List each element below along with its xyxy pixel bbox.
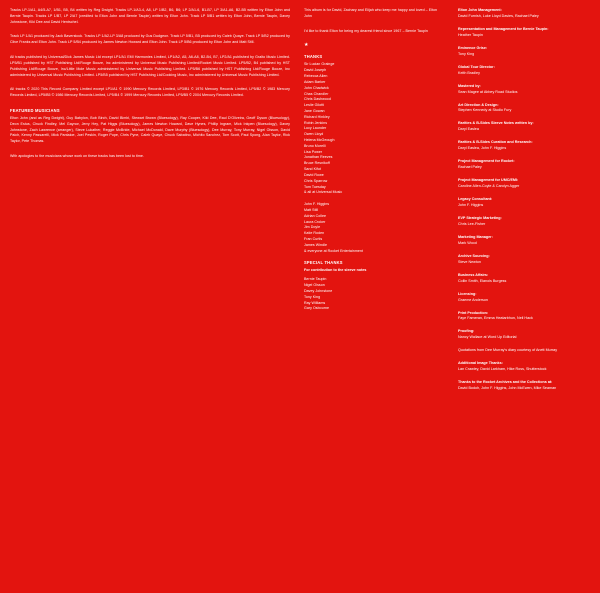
list-item: Sand Kifut (304, 167, 321, 172)
thanks-name-list (304, 62, 444, 196)
credit-block (458, 311, 600, 323)
credit-block (458, 329, 600, 341)
credit-block (458, 273, 600, 285)
list-item: Tony King (304, 294, 321, 299)
list-item: Chris Dashwood (304, 97, 331, 102)
list-item: Lisa Power (304, 149, 323, 154)
credit-body: Daryl Easlea, John F. Higgins (458, 146, 507, 151)
list-item: Adam Barker (304, 79, 326, 84)
credit-body: Heather Taupin (458, 32, 483, 37)
credit-title: Archive Sourcing: (458, 253, 490, 258)
credit-title: Eminence Grise: (458, 45, 488, 50)
star-icon: ★ (304, 42, 309, 49)
rocket-thanks-list (304, 202, 444, 254)
credit-body: Mark Wood (458, 240, 477, 245)
list-item: Adrian Collee (304, 213, 327, 218)
list-item: Richard Hinkley (304, 114, 330, 119)
list-item: Jane Gowan (304, 108, 325, 113)
featured-musicians-heading: FEATURED MUSICIANS (10, 107, 60, 113)
credit-body: Chris Lee-Fisher (458, 221, 486, 226)
left-column (10, 8, 290, 169)
special-thanks-heading: SPECIAL THANKS (304, 260, 343, 266)
list-item: Robin Jenkins (304, 120, 328, 125)
list-item: Helena McGeough (304, 138, 335, 142)
credit-title: Project Management for UMC/EMI: (458, 178, 519, 183)
track-credits-paragraph-1: Tracks LP-1/A1, A4/5-A7, 1/B1, B5, B4 written by Reg Dwight. Tracks LP-1/A3-4, A8, LP 1/B2, B6, B6; LP 2/A1-6, B1-B7, LP 3/A1-A6, B2-B5 written by Elton John and Bernie Taupin. Tracks LP 1/B7, LP 2/A7 (credited to Elton John and Bernie Taupin) written by Elton John. Track LP 5/B1 written by Elton John, Bernie Taupin, Davey Johnstone, Kiki Dee and David Hentschel. (10, 8, 290, 24)
credit-body: Daryl Easlea (458, 127, 479, 132)
list-item: Ray Williams (304, 300, 326, 305)
list-item: Davey Johnstone (304, 288, 333, 293)
credit-block (458, 216, 600, 228)
dedication-elton: This album is for David, Zachary and Elijah who keep me happy and loved – Elton John (304, 8, 438, 18)
credit-block (458, 292, 600, 304)
list-item: John F. Higgins (304, 202, 330, 207)
list-item: James Windle (304, 242, 327, 247)
right-column (458, 8, 600, 399)
liner-notes-columns (10, 8, 590, 399)
special-thanks-list (304, 277, 444, 312)
list-item: Laura Croker (304, 219, 326, 224)
credit-title: Additional Image Thanks: (458, 361, 503, 366)
list-item: Matt Still (304, 207, 319, 212)
list-item: Bruce Resnikoff (304, 161, 330, 166)
credit-title: Business Affairs: (458, 272, 489, 277)
credit-body: Lan Crawley, David Larkham, Hike Ross, Shutterstock (458, 367, 547, 372)
credit-body: Sean Magee at Abbey Road Studios (458, 89, 518, 94)
credit-body: Nancy Wallace at Word Up Editorial (458, 335, 517, 340)
list-item: David Joseph (304, 68, 327, 73)
credit-block (458, 46, 600, 58)
credit-title: Print Production: (458, 310, 489, 315)
credit-body: Faye Fameran, Emma Heatarbhun, Neil Hack (458, 316, 533, 321)
credit-body: Graeme Anderson (458, 297, 488, 302)
special-thanks-subtitle: For contribution to the sleeve notes (304, 268, 367, 273)
list-item: & everyone at Rocket Entertainment (304, 248, 363, 253)
credit-title: Marketing Manager: (458, 234, 493, 239)
credit-body: David Furnish, Luke Lloyd Davies, Rachael Paley (458, 13, 539, 18)
middle-column (304, 8, 444, 312)
list-item: Nigel Olsson (304, 283, 325, 288)
credit-body: Tony King (458, 51, 475, 56)
credit-title: Thanks to the Rocket Archives and the Collections at: (458, 380, 553, 385)
credit-block (458, 235, 600, 247)
list-item: Chas Chandler (304, 91, 329, 96)
list-item: Gary Osbourne (304, 306, 330, 311)
list-item: Sir Lucian Grainge (304, 62, 335, 67)
credit-body: Rachael Paley (458, 165, 482, 170)
apology-note: With apologies to the musicians whose work on these tracks has been lost to time. (10, 154, 144, 158)
list-item: Katie Roden (304, 231, 325, 236)
credit-title: Rarities & B-Sides Curation and Research: (458, 140, 533, 145)
list-item: Lucy Launder (304, 126, 327, 131)
list-item: Jonathan Reeves (304, 155, 333, 160)
credit-block (458, 27, 600, 39)
list-item: Bruno Morelli (304, 143, 326, 148)
credit-body: Quotations from Dee Murray's diary courtesy of Anett Murray (458, 348, 558, 353)
credit-title: Representation and Management for Bernie Taupin: (458, 26, 549, 31)
credit-block (458, 254, 600, 266)
credit-body: Stephen Kennedy at Studio Fury (458, 108, 512, 113)
credit-title: Mastered by: (458, 83, 481, 88)
credit-body: John F. Higgins (458, 202, 484, 207)
credit-body: David Bodoh, John F. Higgins, John McEwen, Mike Seaman (458, 386, 557, 391)
publishing-paragraph: All tracks published by Universal/Dick James Music Ltd except LP1/A1 EMI Harmonies Limited, LP1/A2, A5, A6-A8, B2-B4, B7, LP2/A1 published by Gralto Music Limited. LP5/B1 published by HST Publishing Ltd/Rouge Booze, Inc administered by Universal Music Publishing Limited/Rocket Music Limited. LP5/B2, B4 published by HST Publishing Ltd/Rouge Booze, Inc/Little Mole Music administered by Universal Music Publishing Limited. LP5/B6 published by HST Publishing Ltd/Rouge Booze, Inc administered by Universal Music Publishing Limited. LP5/B5 published by HST Publishing Ltd/Cooking Music, Inc administered by Universal Music Publishing Limited. (10, 55, 290, 77)
credit-body: Keith Bradley (458, 70, 480, 75)
list-item: Bernie Taupin (304, 277, 327, 282)
credit-block (458, 121, 600, 133)
list-item: David Rowe (304, 172, 324, 177)
featured-musicians-body: Elton John (and as Reg Dwight), Guy Babylon, Bob Birch, David Bimbl, Stewart Brown (Bluesology), Ray Cooper, Kiki Dee, Raul D'Oliveira, Geoff Dyson (Bluesology), Deon Estus, Chuck Findley, Mel Gaynor, Jerry Hey, Pat Higgs (Bluesology), James Newton Howard, Dave Hynes, Phillip Ingram, Mick Inkpen (Bluesology), Davey Johnstone, Zach Lawrence (arranger), Steve Lukather, Reggie McBride, Michael McDonald, Dave Murphy (Bluesology), Dee Murray, Tony Murray, Nigel Olsson, David Paich, Kenny Passarelli, Mick Pantaloe, Joel Peskin, Roger Pope, Chris Pyne, Caleb Quaye, Chuck Sabatino, Michito Sanchez, Tom Scott, Paul Spong, Alan Taylor, Rick Taylor, Pete Thomas. (10, 115, 290, 144)
credit-block (458, 103, 600, 115)
credit-title: Proofing: (458, 329, 475, 334)
list-item: Chris Sparrow (304, 178, 328, 183)
list-item: Owen Lloyd (304, 132, 324, 137)
credit-block (458, 361, 600, 373)
credit-block (458, 380, 600, 392)
credit-body: Collin Smith, Elanois Burgess (458, 278, 507, 283)
credit-block (458, 140, 600, 152)
credit-block (458, 84, 600, 96)
track-credits-paragraph-2: Track LP 1/A1 produced by Jack Baverstock. Tracks LP 1/A2-LP 3/A8 produced by Gus Dudgeon. Track LP 5/B1, B5 produced by Caleb Quaye. Track LP 5/B2 produced by Clive Franks and Elton John. Track LP 5/B4 produced by James Newton Howard and Elton John. Track LP 5/B6 produced by Elton John and Matt Still. (10, 34, 290, 45)
credit-title: Rarities & B-Sides Sleeve Notes written by: (458, 121, 534, 126)
credit-body: Caroline Allen-Coyle & Carolyn Agger (458, 184, 520, 189)
credit-title: Global Tour Director: (458, 64, 495, 69)
credit-block (458, 8, 600, 20)
credit-block (458, 159, 600, 171)
credit-title: Elton John Management: (458, 8, 502, 12)
credit-body: Steve Newton (458, 259, 481, 264)
copyright-paragraph: All tracks © 2020 This Record Company Limited except LP1/A1 © 1990 Mercury Records Limited, LP3/B1 © 1976 Mercury Records Limited, LP5/B2 © 1983 Mercury Records Limited, LP5/B5 © 1986 Mercury Records Limited, LP5/B4 © 1999 Mercury Records Limited, LP5/B5 © 2004 Mercury Records Limited. (10, 87, 290, 98)
credit-title: EVP Strategic Marketing: (458, 215, 502, 220)
list-item: Tom Tuesday (304, 184, 326, 189)
list-item: Jim Doyle (304, 225, 321, 230)
credit-title: Art Direction & Design: (458, 102, 499, 107)
thanks-heading: THANKS (304, 54, 323, 60)
list-item: John Chadwick (304, 85, 329, 90)
credit-title: Licensing: (458, 291, 477, 296)
list-item: Rebecca Allen (304, 74, 328, 79)
credit-block (458, 348, 600, 354)
list-item: Fran Curtis (304, 237, 323, 241)
credit-title: Project Management for Rocket: (458, 159, 515, 164)
credit-block (458, 65, 600, 77)
list-item: & all at Universal Music (304, 190, 343, 195)
credit-block (458, 178, 600, 190)
dedication-bernie: I'd like to thank Elton for being my dearest friend since 1967 – Bernie Taupin (304, 28, 428, 33)
credit-block (458, 197, 600, 209)
list-item: Leslie Gilotti (304, 103, 325, 108)
credit-title: Legacy Consultant: (458, 197, 493, 202)
